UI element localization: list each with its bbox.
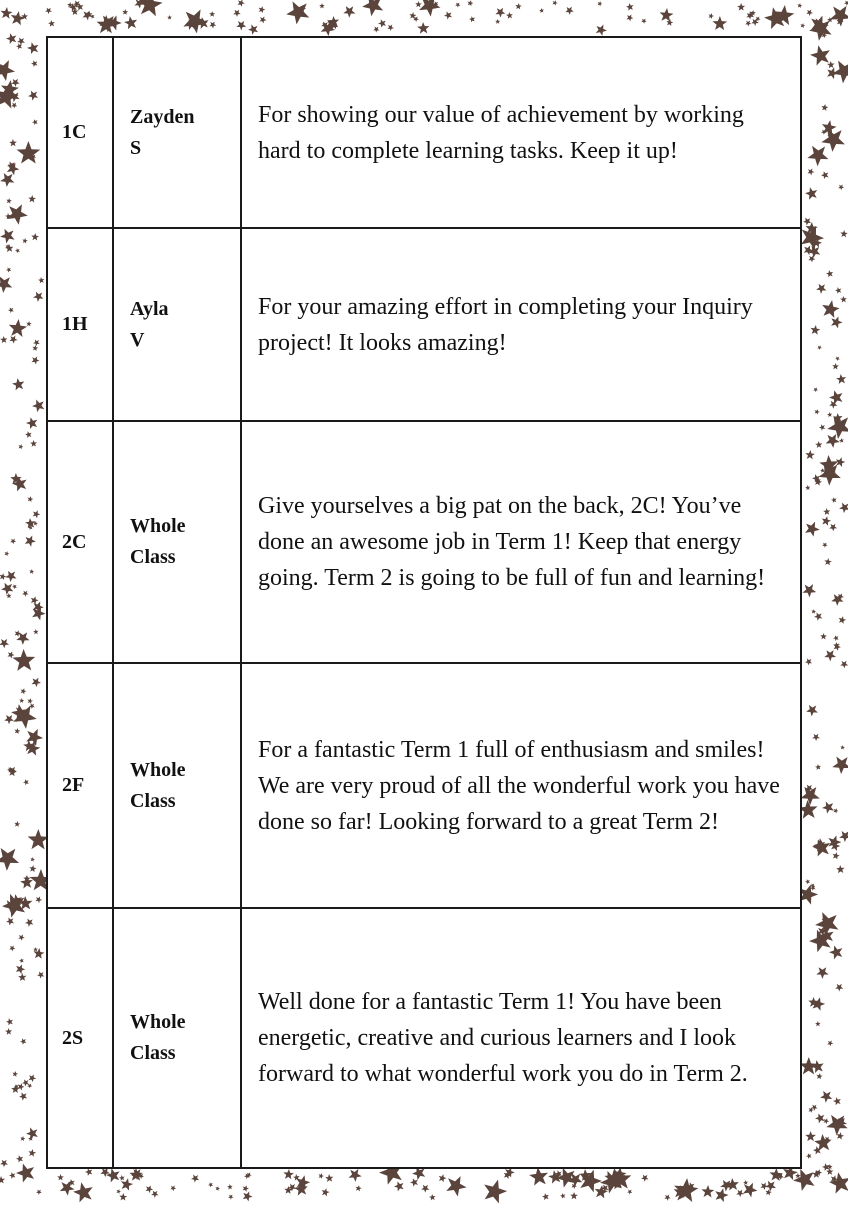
star-icon [24,739,42,757]
star-icon [12,1159,40,1187]
star-icon [736,2,747,13]
star-icon [8,944,17,953]
star-icon [834,372,848,386]
star-icon [802,518,823,539]
star-icon [150,1188,161,1199]
star-icon [23,916,36,929]
star-icon [814,763,822,771]
star-icon [419,1182,431,1194]
name-second: V [130,328,145,351]
star-icon [835,864,847,876]
star-icon [3,550,10,557]
star-icon [837,499,848,515]
star-icon [812,386,819,393]
star-icon [206,1181,214,1189]
star-icon [813,477,823,487]
star-icon [215,1185,221,1191]
star-icon [7,318,28,339]
star-icon [17,443,24,450]
star-icon [750,10,756,16]
award-message: For your amazing effort in completing your Inquiry project! It looks amazing! [241,228,801,421]
star-icon [28,439,37,448]
name-second: Class [130,789,176,812]
star-icon [30,58,40,68]
star-icon [797,2,803,8]
star-icon [21,13,28,20]
star-icon [31,289,46,304]
star-icon [8,646,39,677]
star-icon [0,1157,10,1169]
star-icon [813,440,823,450]
star-icon [30,233,39,242]
star-icon [828,521,839,532]
star-icon [538,7,545,14]
student-name [113,663,241,908]
award-row [47,37,801,228]
star-icon [0,841,25,876]
student-name [113,421,241,663]
award-message: Well done for a fantastic Term 1! You have been energetic, creative and curious learners and I look forward to what wonderful work you do in Term 2. [241,908,801,1168]
star-icon [672,1177,700,1205]
star-icon [323,1173,334,1184]
star-icon [803,184,821,202]
star-icon [805,1131,816,1142]
star-icon [189,1172,201,1184]
star-icon [231,7,242,18]
star-icon [813,408,820,415]
student-name [113,908,241,1168]
star-icon [29,857,35,863]
name-first: Whole [130,758,186,781]
star-icon [15,216,21,222]
star-icon [467,14,476,23]
star-icon [809,995,827,1013]
star-icon [454,1,462,9]
star-icon [317,1172,324,1179]
star-icon [16,141,41,166]
star-icon [639,17,647,25]
student-name [113,228,241,421]
star-icon [32,947,45,960]
star-icon [9,537,18,546]
star-icon [820,298,842,320]
award-row [47,663,801,908]
star-icon [442,9,454,21]
star-icon [772,4,796,28]
star-icon [4,1017,15,1028]
star-icon [14,820,21,827]
class-code: 2F [47,663,113,908]
star-icon [7,768,17,778]
star-icon [166,14,173,21]
star-icon [540,1191,550,1201]
class-code: 1H [47,228,113,421]
star-icon [832,363,840,371]
class-code: 2C [47,421,113,663]
star-icon [35,1188,43,1196]
star-icon [765,1189,773,1197]
class-code: 1C [47,37,113,228]
star-icon [712,16,728,32]
star-icon [22,778,31,787]
star-icon [386,22,396,32]
star-icon [23,414,40,431]
star-icon [119,1193,128,1202]
star-icon [639,1172,650,1183]
star-icon [838,658,848,670]
star-icon [799,581,819,601]
star-icon [4,242,15,253]
star-icon [28,194,37,203]
award-message: For showing our value of achievement by working hard to complete learning tasks. Keep it up! [241,37,801,228]
star-icon [564,5,576,17]
star-icon [514,3,522,11]
name-first: Whole [130,1011,186,1033]
name-second: S [130,136,142,159]
star-icon [354,1184,362,1192]
star-icon [258,15,268,25]
star-icon [29,676,43,690]
star-icon [820,118,838,136]
star-icon [840,744,846,750]
star-icon [814,1020,821,1027]
star-icon [319,3,325,9]
star-icon [825,269,835,279]
star-icon [10,376,28,394]
star-icon [814,963,832,981]
star-icon [830,496,838,504]
star-icon [816,345,823,352]
star-icon [121,9,128,16]
star-icon [21,238,28,245]
star-icon [415,1,422,8]
star-icon [804,484,811,491]
star-icon [12,1070,19,1077]
star-icon [551,0,558,7]
star-icon [495,19,500,24]
star-icon [43,5,53,15]
star-icon [835,1131,845,1141]
name-first: Zayden [130,105,195,128]
name-first: Ayla [130,297,169,320]
name-second: Class [130,546,176,568]
star-icon [479,1176,510,1207]
star-icon [32,628,40,636]
star-icon [835,17,844,26]
star-icon [596,0,603,7]
star-icon [0,636,11,650]
star-icon [712,1186,730,1204]
star-icon [803,702,820,719]
star-icon [795,1173,801,1179]
star-icon [409,12,417,20]
star-icon [820,104,828,112]
star-icon [837,615,847,625]
star-icon [625,1,636,12]
star-icon [27,495,35,503]
star-icon [29,568,35,574]
star-icon [7,306,16,315]
star-icon [22,533,38,549]
student-name [113,37,241,228]
star-icon [0,1175,7,1186]
star-icon [235,0,245,8]
star-icon [810,731,821,742]
star-icon [20,1135,26,1141]
star-icon [36,276,45,285]
star-icon [805,1152,813,1160]
star-icon [839,295,848,304]
awards-table [46,36,802,1169]
name-first: Whole [130,515,186,537]
star-icon [226,1184,234,1192]
star-icon [17,933,26,942]
star-icon [284,1186,293,1195]
star-icon [834,286,844,296]
star-icon [4,1027,13,1036]
star-icon [840,229,848,237]
star-icon [14,247,21,254]
star-icon [415,20,431,36]
star-icon [0,272,17,297]
award-row [47,421,801,663]
star-icon [834,355,841,362]
star-icon [820,633,827,640]
star-icon [493,5,508,20]
star-icon [819,169,831,181]
star-icon [168,1184,177,1193]
star-icon [821,541,829,549]
star-icon [833,981,845,993]
star-icon [819,799,837,817]
awards-sheet [46,36,802,1167]
star-icon [35,970,46,981]
star-icon [21,589,30,598]
star-icon [625,13,635,23]
class-code: 2S [47,908,113,1168]
star-icon [30,118,39,127]
star-icon [57,1174,64,1181]
star-icon [803,656,813,666]
star-icon [559,1192,567,1200]
star-icon [6,197,13,204]
star-icon [805,450,816,461]
star-icon [341,3,359,21]
star-icon [25,39,42,56]
star-icon [19,1037,29,1047]
star-icon [828,751,848,778]
star-icon [837,183,845,191]
star-icon [427,1193,436,1202]
star-icon [799,22,806,29]
award-row [47,908,801,1168]
star-icon [806,167,816,177]
star-icon [47,19,57,29]
name-second: Class [130,1042,176,1064]
star-icon [19,687,27,695]
star-icon [570,1192,578,1200]
award-row [47,228,801,421]
star-icon [466,0,474,8]
star-icon [26,88,41,103]
star-icon [281,0,316,30]
star-icon [357,0,389,21]
star-icon [823,557,832,566]
star-icon [34,895,44,905]
star-icon [27,1148,36,1157]
star-icon [320,1187,330,1197]
award-message: Give yourselves a big pat on the back, 2C! You’ve done an awesome job in Term 1! Keep that energy going. Term 2 is going to be full of fun and learning! [241,421,801,663]
star-icon [810,324,822,336]
star-icon [30,354,41,365]
star-icon [23,430,33,440]
award-message: For a fantastic Term 1 full of enthusiasm and smiles! We are very proud of all the wonderful work you have done so far! Looking forward to a great Term 2! [241,663,801,908]
star-icon [659,7,675,23]
star-icon [826,1039,835,1048]
star-icon [257,5,266,14]
star-icon [814,281,829,296]
